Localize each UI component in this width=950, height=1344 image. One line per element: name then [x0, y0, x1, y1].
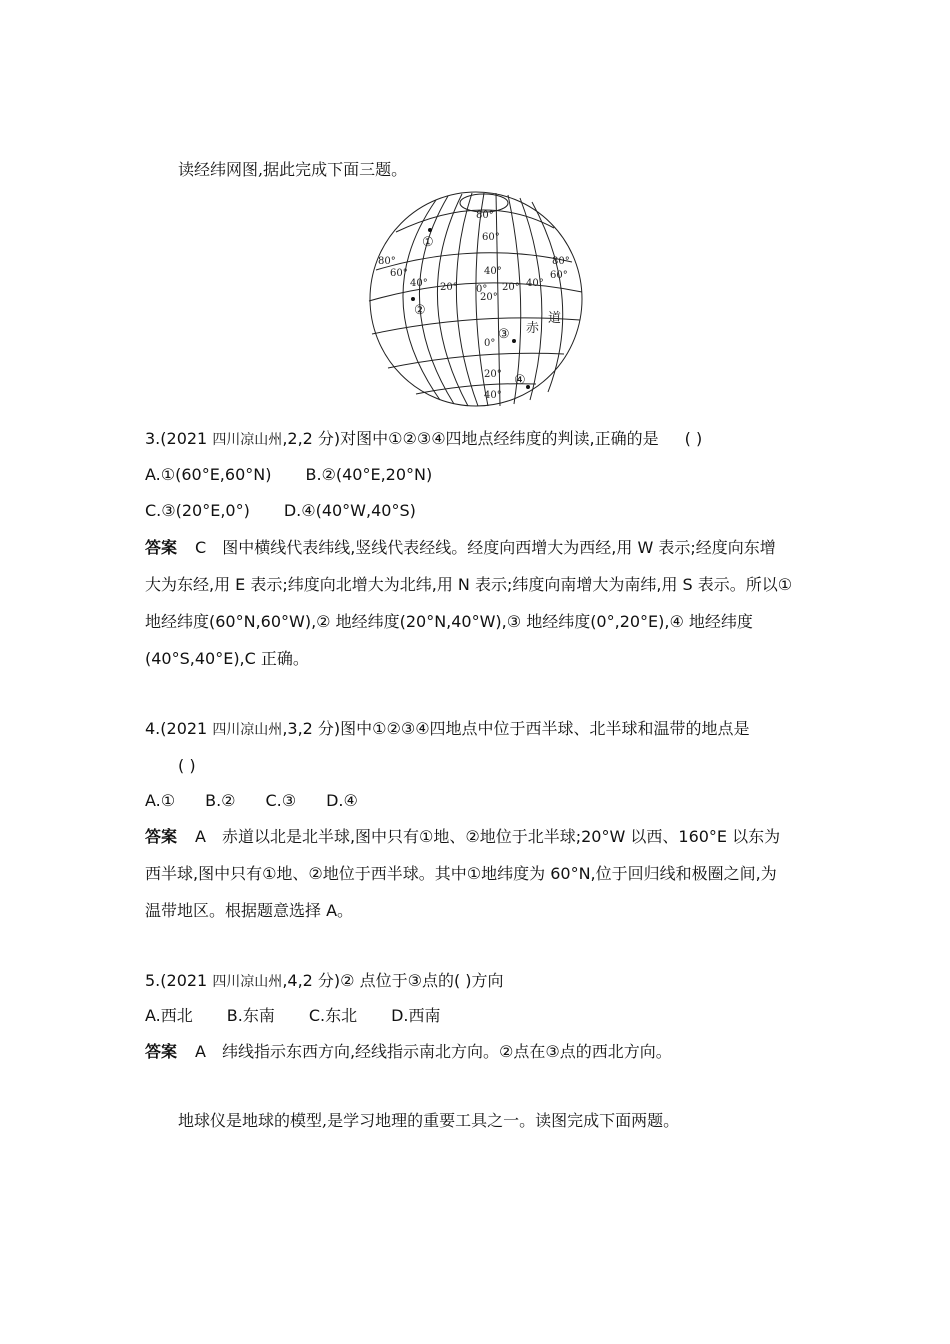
meridian-80e: [532, 202, 563, 392]
label-lon-40-right: 40°: [526, 278, 544, 289]
question-3-answer-line-3: 地经纬度(60°N,60°W),② 地经纬度(20°N,40°W),③ 地经纬度(0°,20°E),④ 地经纬度: [145, 612, 753, 631]
question-3-answer-line-4: (40°S,40°E),C 正确。: [145, 649, 309, 668]
question-4-source: 四川凉山州: [212, 722, 283, 738]
question-5-answer-line-1: [145, 1041, 672, 1063]
label-lon-60-left: 60°: [390, 268, 408, 279]
intro-text-2: 地球仪是地球的模型,是学习地理的重要工具之一。读图完成下面两题。: [178, 1111, 680, 1130]
point-2-marker: [411, 297, 415, 301]
answer-label: 答案: [145, 538, 178, 557]
answer-text: A 赤道以北是北半球,图中只有①地、②地位于北半球;20°W 以西、160°E 以东为: [195, 827, 781, 846]
option-a: A.①(60°E,60°N): [145, 465, 272, 484]
question-3-answer-line-1: [145, 537, 776, 559]
question-4-answer-line-1: [145, 826, 780, 848]
label-lat-40-s: 40°: [484, 390, 502, 401]
option-b: B.②(40°E,20°N): [305, 465, 433, 484]
question-5-options: [145, 1005, 471, 1027]
question-3-text: ,2,2 分)对图中①②③④四地点经纬度的判读,正确的是: [282, 429, 659, 448]
answer-label: 答案: [145, 1042, 178, 1061]
label-lon-20-right: 20°: [502, 282, 520, 293]
answer-text: A 纬线指示东西方向,经线指示南北方向。②点在③点的西北方向。: [195, 1042, 672, 1061]
question-4-stem: [145, 718, 750, 741]
point-3-marker: [512, 339, 516, 343]
label-lat-0: 0°: [484, 338, 496, 349]
label-lon-60-right: 60°: [550, 270, 568, 281]
label-point-1: ①: [422, 235, 434, 250]
option-b: B.东南: [226, 1006, 275, 1025]
question-3-source: 四川凉山州: [212, 432, 283, 448]
label-equator-char-1: 赤: [526, 321, 540, 336]
option-a: A.西北: [145, 1006, 193, 1025]
question-3-stem: [145, 428, 702, 451]
label-lon-80-left: 80°: [378, 256, 396, 267]
question-3-number: 3.(2021: [145, 429, 213, 448]
question-3-answer-line-2: 大为东经,用 E 表示;纬度向北增大为北纬,用 N 表示;纬度向南增大为南纬,用 S 表示。所以①: [145, 575, 793, 594]
label-lon-0-mid: 0°: [476, 284, 488, 295]
label-lat-60-top: 60°: [482, 232, 500, 243]
question-5-stem: [145, 970, 504, 993]
option-d: D.④: [326, 791, 358, 810]
option-c: C.东北: [308, 1006, 358, 1025]
option-d: D.④(40°W,40°S): [283, 501, 416, 520]
answer-label: 答案: [145, 827, 178, 846]
label-lon-20-left: 20°: [440, 282, 458, 293]
intro-text-1: 读经纬网图,据此完成下面三题。: [178, 160, 408, 179]
question-3-options-row-2: [145, 500, 446, 522]
option-a: A.①: [145, 791, 176, 810]
label-equator-char-2: 道: [548, 311, 562, 326]
question-5-text: ,4,2 分)② 点位于③点的( )方向: [282, 971, 504, 990]
point-4-marker: [526, 385, 530, 389]
meridian-60w: [419, 196, 454, 404]
question-4-text: ,3,2 分)图中①②③④四地点中位于西半球、北半球和温带的地点是: [282, 719, 750, 738]
meridian-60e: [520, 198, 542, 400]
label-point-4: ④: [514, 373, 526, 388]
question-4-paren: ( ): [178, 756, 196, 775]
meridian-20w: [456, 193, 478, 406]
question-3-options-row-1: [145, 464, 462, 486]
question-3-paren: ( ): [684, 429, 703, 448]
label-lon-80-right: 80°: [552, 256, 570, 267]
meridian-80w: [403, 200, 440, 400]
question-4-number: 4.(2021: [145, 719, 213, 738]
question-4-answer-line-3: 温带地区。根据题意选择 A。: [145, 901, 354, 920]
label-point-2: ②: [414, 303, 426, 318]
option-b: B.②: [205, 791, 236, 810]
option-c: C.③(20°E,0°): [145, 501, 250, 520]
label-point-3: ③: [498, 327, 510, 342]
label-lat-40-n: 40°: [484, 266, 502, 277]
point-1-marker: [428, 228, 432, 232]
label-lat-20-n: 20°: [480, 292, 498, 303]
label-lat-80-top: 80°: [476, 210, 494, 221]
option-c: C.③: [265, 791, 297, 810]
latitude-longitude-globe-figure: [366, 188, 586, 410]
question-4-options: [145, 790, 388, 812]
label-lon-40-left: 40°: [410, 278, 428, 289]
answer-text: C 图中横线代表纬线,竖线代表经线。经度向西增大为西经,用 W 表示;经度向东增: [195, 538, 776, 557]
label-lat-20-s: 20°: [484, 369, 502, 380]
question-5-source: 四川凉山州: [212, 974, 283, 990]
option-d: D.西南: [391, 1006, 441, 1025]
question-5-number: 5.(2021: [145, 971, 213, 990]
question-4-answer-line-2: 西半球,图中只有①地、②地位于西半球。其中①地纬度为 60°N,位于回归线和极圈之间,为: [145, 864, 777, 883]
